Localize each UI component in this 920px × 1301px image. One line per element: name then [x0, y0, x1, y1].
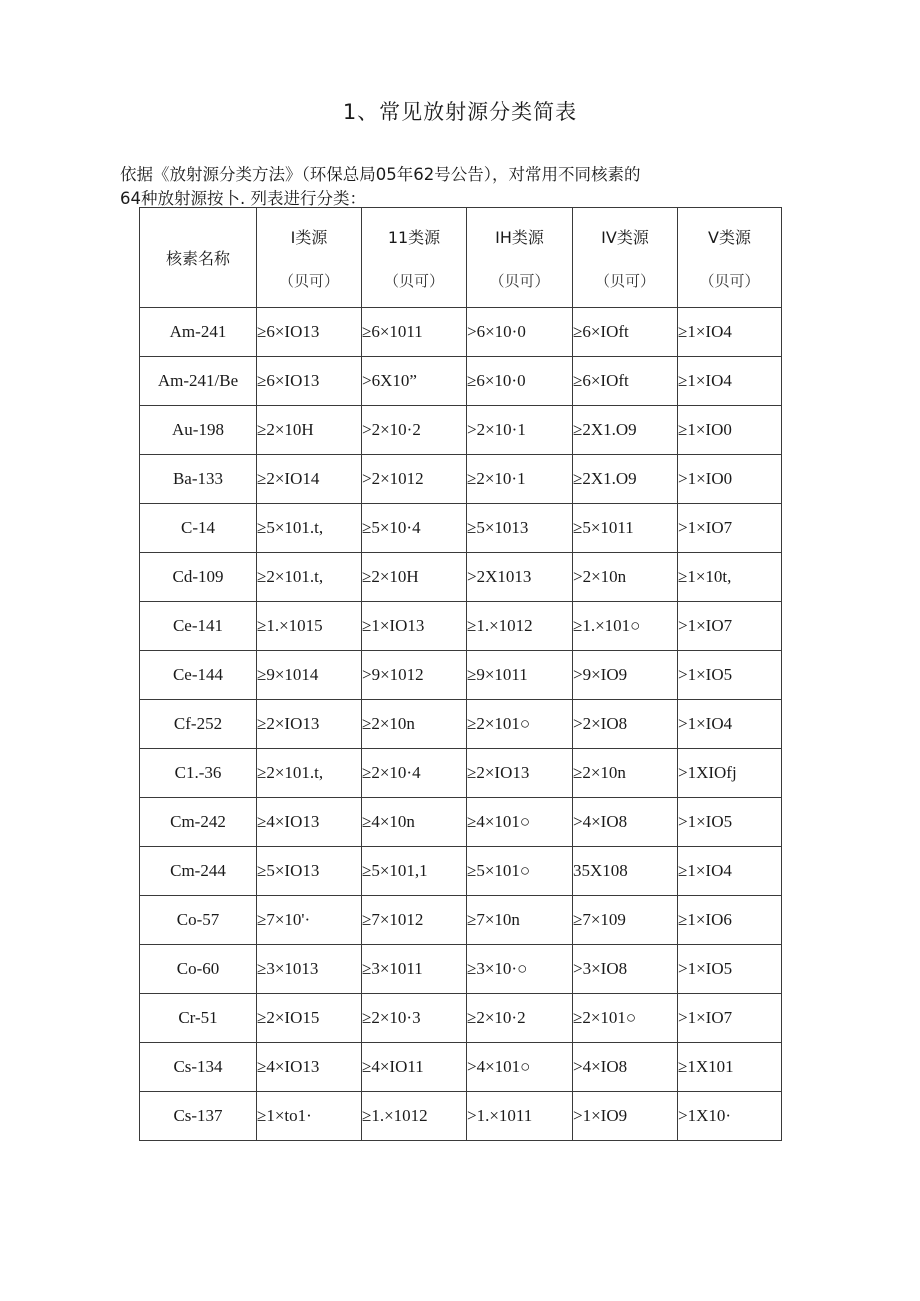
activity-threshold-class-5: ≥1×IO4 [678, 847, 782, 896]
activity-threshold-class-1: ≥4×IO13 [257, 1043, 362, 1092]
activity-threshold-class-2: ≥2×10·4 [362, 749, 467, 798]
header-class-1 [257, 208, 362, 308]
activity-threshold-class-2: ≥4×IO11 [362, 1043, 467, 1092]
activity-threshold-class-1: ≥1.×1015 [257, 602, 362, 651]
activity-threshold-class-3: ≥5×101○ [467, 847, 573, 896]
activity-threshold-class-4: >9×IO9 [573, 651, 678, 700]
activity-threshold-class-2: ≥7×1012 [362, 896, 467, 945]
activity-threshold-class-2: ≥5×10·4 [362, 504, 467, 553]
activity-threshold-class-1: ≥2×101.t, [257, 749, 362, 798]
activity-threshold-class-3: ≥7×10n [467, 896, 573, 945]
nuclide-cell: Ce-141 [140, 602, 257, 651]
activity-threshold-class-1: ≥5×101.t, [257, 504, 362, 553]
activity-threshold-class-2: ≥4×10n [362, 798, 467, 847]
nuclide-cell: Cr-51 [140, 994, 257, 1043]
header-class-name: I类源 [290, 227, 328, 247]
activity-threshold-class-5: ≥1×IO0 [678, 406, 782, 455]
activity-threshold-class-4: ≥2×10n [573, 749, 678, 798]
activity-threshold-class-2: ≥1.×1012 [362, 1092, 467, 1141]
table-row [140, 602, 782, 651]
activity-threshold-class-5: >1×IO5 [678, 651, 782, 700]
intro-line-2: 64种放射源按卜. 列表进行分类： [120, 189, 366, 208]
nuclide-cell: Cd-109 [140, 553, 257, 602]
activity-threshold-class-1: ≥6×IO13 [257, 308, 362, 357]
activity-threshold-class-2: >9×1012 [362, 651, 467, 700]
activity-threshold-class-3: >6×10·0 [467, 308, 573, 357]
header-class-name: IV类源 [601, 227, 649, 247]
header-class-4 [573, 208, 678, 308]
activity-threshold-class-4: >3×IO8 [573, 945, 678, 994]
header-class-name: IH类源 [495, 227, 544, 247]
activity-threshold-class-5: ≥1×IO4 [678, 308, 782, 357]
activity-threshold-class-4: ≥2X1.O9 [573, 455, 678, 504]
nuclide-cell: Cm-244 [140, 847, 257, 896]
activity-threshold-class-3: ≥2×101○ [467, 700, 573, 749]
activity-threshold-class-1: ≥9×1014 [257, 651, 362, 700]
activity-threshold-class-5: >1×IO0 [678, 455, 782, 504]
table-row [140, 1043, 782, 1092]
nuclide-cell: Au-198 [140, 406, 257, 455]
nuclide-cell: Am-241/Be [140, 357, 257, 406]
activity-threshold-class-1: ≥2×IO15 [257, 994, 362, 1043]
activity-threshold-class-2: ≥3×1011 [362, 945, 467, 994]
activity-threshold-class-5: >1×IO5 [678, 798, 782, 847]
activity-threshold-class-3: ≥1.×1012 [467, 602, 573, 651]
nuclide-cell: Cf-252 [140, 700, 257, 749]
activity-threshold-class-5: ≥1×10t, [678, 553, 782, 602]
activity-threshold-class-1: ≥7×10'· [257, 896, 362, 945]
activity-threshold-class-4: >4×IO8 [573, 1043, 678, 1092]
activity-threshold-class-4: ≥2×101○ [573, 994, 678, 1043]
header-class-unit: （贝可） [489, 271, 550, 290]
activity-threshold-class-3: ≥5×1013 [467, 504, 573, 553]
header-class-unit: （贝可） [699, 271, 760, 290]
activity-threshold-class-4: >4×IO8 [573, 798, 678, 847]
table-row [140, 896, 782, 945]
activity-threshold-class-3: ≥6×10·0 [467, 357, 573, 406]
table-row [140, 455, 782, 504]
intro-line-1: 依据《放射源分类方法》（环保总局05年62号公告），对常用不同核素的 [120, 165, 641, 184]
activity-threshold-class-4: ≥2X1.O9 [573, 406, 678, 455]
activity-threshold-class-4: ≥7×109 [573, 896, 678, 945]
activity-threshold-class-1: ≥6×IO13 [257, 357, 362, 406]
nuclide-cell: Ba-133 [140, 455, 257, 504]
header-class-unit: （贝可） [594, 271, 655, 290]
activity-threshold-class-5: ≥1×IO4 [678, 357, 782, 406]
activity-threshold-class-4: ≥6×IOft [573, 308, 678, 357]
activity-threshold-class-5: >1×IO7 [678, 994, 782, 1043]
activity-threshold-class-4: 35X108 [573, 847, 678, 896]
activity-threshold-class-1: ≥3×1013 [257, 945, 362, 994]
activity-threshold-class-3: ≥4×101○ [467, 798, 573, 847]
table-header-row [140, 208, 782, 308]
nuclide-cell: C1.-36 [140, 749, 257, 798]
activity-threshold-class-1: ≥2×IO13 [257, 700, 362, 749]
activity-threshold-class-3: ≥2×10·2 [467, 994, 573, 1043]
nuclide-cell: Cs-137 [140, 1092, 257, 1141]
activity-threshold-class-1: ≥2×101.t, [257, 553, 362, 602]
activity-threshold-class-5: >1×IO7 [678, 504, 782, 553]
activity-threshold-class-4: >2×IO8 [573, 700, 678, 749]
table-row [140, 308, 782, 357]
document-title: 1、常见放射源分类简表 [342, 100, 578, 124]
table-row [140, 651, 782, 700]
nuclide-cell: Cm-242 [140, 798, 257, 847]
activity-threshold-class-5: >1×IO5 [678, 945, 782, 994]
table-row [140, 847, 782, 896]
table-row [140, 357, 782, 406]
activity-threshold-class-2: ≥2×10H [362, 553, 467, 602]
activity-threshold-class-3: >1.×1011 [467, 1092, 573, 1141]
nuclide-cell: Cs-134 [140, 1043, 257, 1092]
activity-threshold-class-1: ≥2×10H [257, 406, 362, 455]
header-class-5 [678, 208, 782, 308]
activity-threshold-class-3: ≥2×IO13 [467, 749, 573, 798]
activity-threshold-class-5: ≥1X101 [678, 1043, 782, 1092]
table-row [140, 994, 782, 1043]
activity-threshold-class-5: >1×IO4 [678, 700, 782, 749]
header-class-unit: （贝可） [278, 271, 339, 290]
activity-threshold-class-3: >4×101○ [467, 1043, 573, 1092]
table-row [140, 406, 782, 455]
activity-threshold-class-5: >1XIOfj [678, 749, 782, 798]
table-row [140, 504, 782, 553]
header-class-2 [362, 208, 467, 308]
activity-threshold-class-2: >2×1012 [362, 455, 467, 504]
activity-threshold-class-1: ≥2×IO14 [257, 455, 362, 504]
activity-threshold-class-2: ≥1×IO13 [362, 602, 467, 651]
table-row [140, 798, 782, 847]
activity-threshold-class-5: >1×IO7 [678, 602, 782, 651]
header-class-name: V类源 [708, 227, 751, 247]
activity-threshold-class-4: ≥6×IOft [573, 357, 678, 406]
activity-threshold-class-2: >6X10” [362, 357, 467, 406]
table-row [140, 553, 782, 602]
table-row [140, 749, 782, 798]
activity-threshold-class-4: >1×IO9 [573, 1092, 678, 1141]
activity-threshold-class-1: ≥5×IO13 [257, 847, 362, 896]
header-class-name: 11类源 [387, 227, 441, 247]
source-classification-table [139, 207, 782, 1141]
table-body [140, 308, 782, 1141]
activity-threshold-class-4: ≥5×1011 [573, 504, 678, 553]
activity-threshold-class-3: ≥2×10·1 [467, 455, 573, 504]
nuclide-cell: Ce-144 [140, 651, 257, 700]
nuclide-cell: Co-57 [140, 896, 257, 945]
activity-threshold-class-1: ≥4×IO13 [257, 798, 362, 847]
nuclide-cell: Am-241 [140, 308, 257, 357]
table-row [140, 700, 782, 749]
activity-threshold-class-3: ≥9×1011 [467, 651, 573, 700]
activity-threshold-class-4: ≥1.×101○ [573, 602, 678, 651]
activity-threshold-class-1: ≥1×to1· [257, 1092, 362, 1141]
activity-threshold-class-4: >2×10n [573, 553, 678, 602]
activity-threshold-class-3: >2×10·1 [467, 406, 573, 455]
header-class-3 [467, 208, 573, 308]
activity-threshold-class-2: ≥2×10n [362, 700, 467, 749]
activity-threshold-class-5: ≥1×IO6 [678, 896, 782, 945]
activity-threshold-class-3: ≥3×10·○ [467, 945, 573, 994]
nuclide-cell: Co-60 [140, 945, 257, 994]
activity-threshold-class-2: ≥5×101,1 [362, 847, 467, 896]
activity-threshold-class-3: >2X1013 [467, 553, 573, 602]
nuclide-cell: C-14 [140, 504, 257, 553]
activity-threshold-class-2: ≥2×10·3 [362, 994, 467, 1043]
header-nuclide: 核素名称 [140, 208, 257, 308]
activity-threshold-class-2: ≥6×1011 [362, 308, 467, 357]
activity-threshold-class-5: >1X10· [678, 1092, 782, 1141]
table-row [140, 1092, 782, 1141]
header-class-unit: （贝可） [383, 271, 444, 290]
activity-threshold-class-2: >2×10·2 [362, 406, 467, 455]
table-row [140, 945, 782, 994]
